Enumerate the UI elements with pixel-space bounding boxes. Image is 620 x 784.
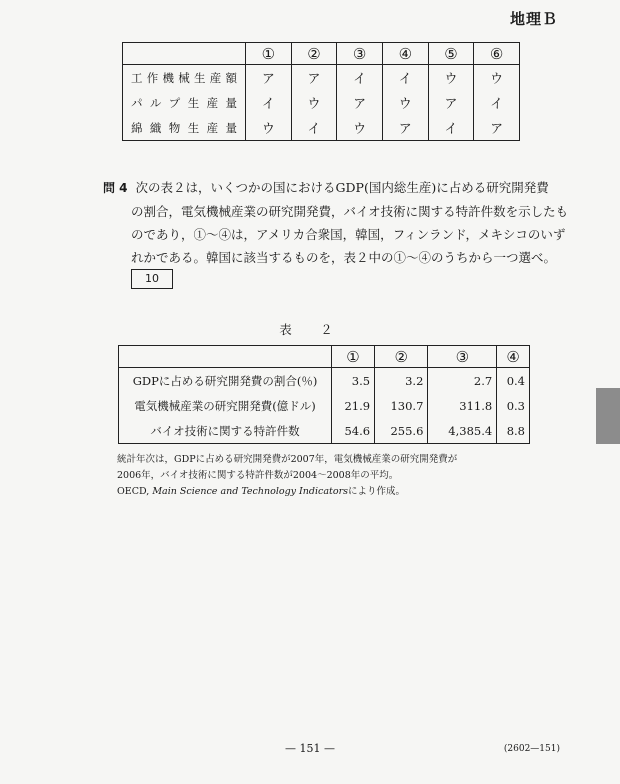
table-cell: イ xyxy=(337,65,383,91)
table-cell: 8.8 xyxy=(497,418,530,444)
table-cell: 3.5 xyxy=(332,368,375,394)
table-row xyxy=(123,90,520,115)
table-row xyxy=(123,65,520,91)
column-header: ⑤ xyxy=(428,43,474,65)
table-cell: イ xyxy=(428,115,474,141)
table-cell: イ xyxy=(291,115,337,141)
question-text: 次の表２は，いくつかの国におけるGDP(国内総生産)に占める研究開発費 xyxy=(135,180,549,195)
table-cell: 54.6 xyxy=(332,418,375,444)
column-header: ② xyxy=(375,346,428,368)
column-header: ① xyxy=(332,346,375,368)
question-line: れかである。韓国に該当するものを，表２中の①～④のうちから一つ選べ。 xyxy=(131,250,557,265)
table-title: 表 ２ xyxy=(279,322,341,337)
column-header: ⑥ xyxy=(474,43,520,65)
table-row xyxy=(119,418,530,444)
source-prefix: OECD, xyxy=(117,486,153,497)
source-title: Main Science and Technology Indicators xyxy=(152,486,348,497)
table-cell: ウ xyxy=(428,65,474,91)
note-line: 統計年次は，GDPに占める研究開発費が2007年，電気機械産業の研究開発費が xyxy=(117,454,458,465)
column-header: ④ xyxy=(497,346,530,368)
source-suffix: により作成。 xyxy=(348,486,406,497)
table-cell: 0.4 xyxy=(497,368,530,394)
table-cell: ア xyxy=(428,90,474,115)
column-header: ③ xyxy=(337,43,383,65)
table-row xyxy=(119,393,530,418)
table-cell: ア xyxy=(382,115,428,141)
subject-header: 地理Ｂ xyxy=(509,10,558,28)
row-label: バイオ技術に関する特許件数 xyxy=(119,418,332,444)
table-cell: 311.8 xyxy=(428,393,497,418)
question-4 xyxy=(103,176,569,269)
page-number: — 151 — xyxy=(285,742,335,755)
table-cell: ウ xyxy=(474,65,520,91)
table-cell: 4,385.4 xyxy=(428,418,497,444)
table-cell: イ xyxy=(246,90,292,115)
table-cell: ウ xyxy=(291,90,337,115)
table-header-row xyxy=(119,346,530,368)
table-cell: ア xyxy=(246,65,292,91)
note-line: 2006年，バイオ技術に関する特許件数が2004～2008年の平均。 xyxy=(117,470,399,481)
question-line: の割合，電気機械産業の研究開発費，バイオ技術に関する特許件数を示したも xyxy=(131,204,569,219)
table-row xyxy=(119,368,530,394)
section-tab-marker xyxy=(596,388,620,444)
table-cell: 130.7 xyxy=(375,393,428,418)
answer-box[interactable]: 10 xyxy=(131,269,173,289)
source-line xyxy=(117,484,557,500)
table-cell: 255.6 xyxy=(375,418,428,444)
question-number: 問 4 xyxy=(103,181,128,195)
row-label: パルプ生産量 xyxy=(123,90,246,115)
production-table xyxy=(122,42,520,141)
table-cell: 3.2 xyxy=(375,368,428,394)
table-cell: 2.7 xyxy=(428,368,497,394)
row-label: 工作機械生産額 xyxy=(123,65,246,91)
table-header-row xyxy=(123,43,520,65)
table-cell: ア xyxy=(474,115,520,141)
empty-header-cell xyxy=(119,346,332,368)
column-header: ① xyxy=(246,43,292,65)
column-header: ② xyxy=(291,43,337,65)
row-label: 綿織物生産量 xyxy=(123,115,246,141)
table-row xyxy=(123,115,520,141)
table-cell: ウ xyxy=(246,115,292,141)
table-cell: ウ xyxy=(382,90,428,115)
row-label: 電気機械産業の研究開発費(億ドル) xyxy=(119,393,332,418)
column-header: ④ xyxy=(382,43,428,65)
table-cell: ア xyxy=(291,65,337,91)
document-code: (2602—151) xyxy=(503,744,560,754)
table-cell: 0.3 xyxy=(497,393,530,418)
empty-header-cell xyxy=(123,43,246,65)
table-cell: ア xyxy=(337,90,383,115)
research-table xyxy=(118,345,530,444)
table-notes xyxy=(117,452,557,500)
row-label: GDPに占める研究開発費の割合(％) xyxy=(119,368,332,394)
question-line xyxy=(103,176,558,200)
column-header: ③ xyxy=(428,346,497,368)
table-cell: イ xyxy=(382,65,428,91)
table-cell: イ xyxy=(474,90,520,115)
table-cell: 21.9 xyxy=(332,393,375,418)
question-line: のであり，①～④は，アメリカ合衆国，韓国，フィンランド，メキシコのいず xyxy=(131,227,566,242)
table-cell: ウ xyxy=(337,115,383,141)
